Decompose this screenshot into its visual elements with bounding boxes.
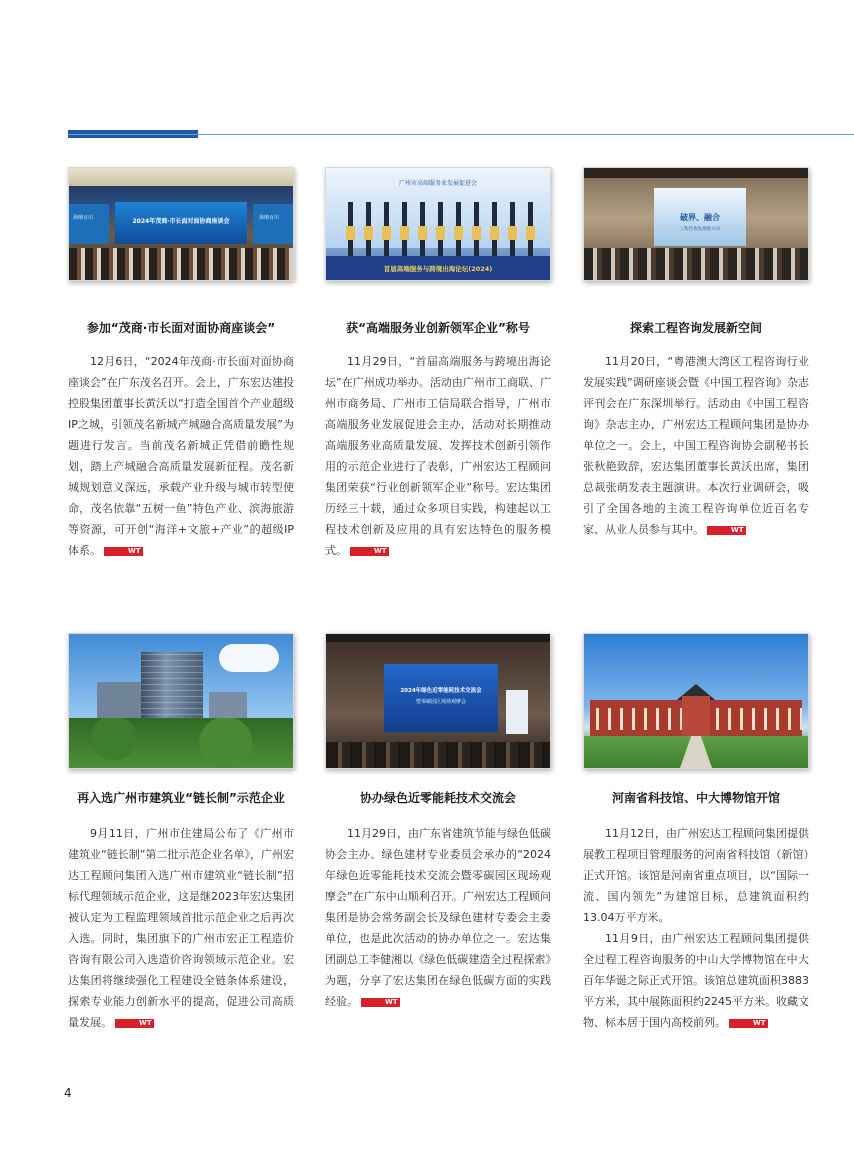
wt-end-mark: WT	[707, 526, 746, 535]
header-rule	[68, 134, 854, 135]
photo-seminar-room	[583, 167, 809, 281]
article-paragraph: 11月20日，“粤港澳大湾区工程咨询行业发展实践”调研座谈会暨《中国工程咨询》杂志评刊会在广东深圳举行。活动由《中国工程咨询》杂志主办，广州宏达工程顾问集团是协办单位之一。会上，中国工程咨询协会副秘书长张秋艳致辞，宏达集团董事长黄沃出席，集团总裁张萌发表主题演讲。本次行业调研会，吸引了全国各地的主流工程咨询单位近百名专家、从业人员参与其中。	[583, 355, 809, 536]
article-title: 获“高端服务业创新领军企业”称号	[346, 321, 530, 335]
article-paragraph: 9月11日，广州市住建局公布了《广州市建筑业“链长制”第二批示范企业名单》，广州宏达工程顾问集团入选广州市建筑业“链长制”招标代理领域示范企业，这是继2023年宏达集团被认定为工程监理领域首批示范企业之后再次入选。同时，集团旗下的广州市宏正工程造价咨询有限公司入选造价咨询领域示范企业。宏达集团将继续强化工程建设全链条体系建设，探索专业能力创新水平的提高，促进公司高质量发展。	[68, 827, 294, 1029]
wt-end-mark: WT	[729, 1019, 768, 1028]
photo-green-conference	[325, 633, 551, 769]
article-paragraph: 11月12日，由广州宏达工程顾问集团提供展教工程项目管理服务的河南省科技馆（新馆）正式开馆。该馆是河南省重点项目，以“国际一流、国内领先”为建馆目标，总建筑面积约13.04万平方米。	[583, 827, 809, 924]
photo-museum-building	[583, 633, 809, 769]
article-title: 探索工程咨询发展新空间	[629, 321, 762, 335]
green-screen-subtitle: 暨零碳园区现场观摩会	[415, 699, 466, 705]
forum-banner-text: 2024年茂商·市长面对面协商座谈会	[132, 218, 230, 225]
article-paragraph: 11月29日，“首届高端服务与跨境出海论坛”在广州成功举办。活动由广州市工商联、广州市商务局、广州市工信局联合指导，广州市高端服务业发展促进会主办，活动对长期推动高端服务业高质量发展、发挥技术创新引领作用的示范企业进行了表彰，广州宏达工程顾问集团荣获“行业创新领军企业”称号。宏达集团历经三十载，通过众多项目实践，构建起以工程技术创新及应用的具有宏达特色的服务模式。	[325, 355, 551, 557]
seminar-screen-title: 破界、融合	[680, 213, 720, 222]
article-green-energy	[325, 633, 551, 1012]
award-banner-top-text: 广州市高端服务业发展促进会	[398, 180, 477, 187]
article-title: 协办绿色近零能耗技术交流会	[359, 791, 516, 805]
article-innovation-award	[325, 167, 551, 561]
wt-end-mark: WT	[350, 547, 389, 556]
photo-forum-hall	[68, 167, 294, 281]
seminar-screen-subtitle: 工程咨询发展新方向	[679, 227, 721, 232]
article-body	[68, 823, 294, 1033]
green-screen-title: 2024年绿色近零能耗技术交流会	[400, 688, 482, 694]
wt-end-mark: WT	[104, 547, 143, 556]
article-body	[325, 823, 551, 1012]
article-paragraph: 11月29日，由广东省建筑节能与绿色低碳协会主办、绿色建材专业委员会承办的“2024年绿色近零能耗技术交流会暨零碳园区现场观摩会”在广东中山顺利召开。广州宏达工程顾问集团是协会常务副会长及绿色建材专委会主委单位，也是此次活动的协办单位之一。宏达集团副总工李健湘以《绿色低碳建造全过程探索》为题，分享了宏达集团在绿色低碳方面的实践经验。	[325, 827, 551, 1008]
article-maoshang-forum	[68, 167, 294, 561]
award-banner-bottom-text: 首届高端服务与跨境出海论坛(2024)	[383, 265, 493, 273]
article-title: 再入选广州市建筑业“链长制”示范企业	[77, 791, 285, 805]
article-title: 参加“茂商·市长面对面协商座谈会”	[86, 321, 276, 335]
article-museum-opening	[583, 633, 809, 1033]
article-chain-leader	[68, 633, 294, 1033]
article-body	[583, 351, 809, 540]
forum-right-slogan: 海纳百川	[259, 215, 280, 221]
article-paragraph: 11月9日，由广州宏达工程顾问集团提供全过程工程咨询服务的中山大学博物馆在中大百年华诞之际正式开馆。该馆总建筑面积3883平方米，其中展陈面积约2245平方米。收藏文物、标本居于国内高校前列。	[583, 932, 809, 1029]
article-paragraph: 12月6日，“2024年茂商·市长面对面协商座谈会”在广东茂名召开。会上，广东宏达建投控股集团董事长黄沃以“打造全国首个产业超级IP之城，引领茂名新城产城融合高质量发展”为题进行发言。当前茂名新城正凭借前瞻性规划，踏上产城融合高质量发展新征程。茂名新城规划意义深远，承载产业升级与城市转型使命，茂名依靠“五树一鱼”特色产业、滨海旅游等资源，可开创“海洋+文旅+产业”的超级IP体系。	[68, 355, 294, 557]
article-body	[68, 351, 294, 561]
photo-award-stage	[325, 167, 551, 281]
article-title: 河南省科技馆、中大博物馆开馆	[611, 791, 780, 805]
wt-end-mark: WT	[361, 998, 400, 1007]
wt-end-mark: WT	[115, 1019, 154, 1028]
article-consulting-seminar	[583, 167, 809, 540]
photo-office-tower	[68, 633, 294, 769]
article-body	[583, 823, 809, 1033]
forum-left-slogan: 海纳百川	[73, 215, 94, 221]
page-number: 4	[64, 1086, 72, 1100]
article-body	[325, 351, 551, 561]
